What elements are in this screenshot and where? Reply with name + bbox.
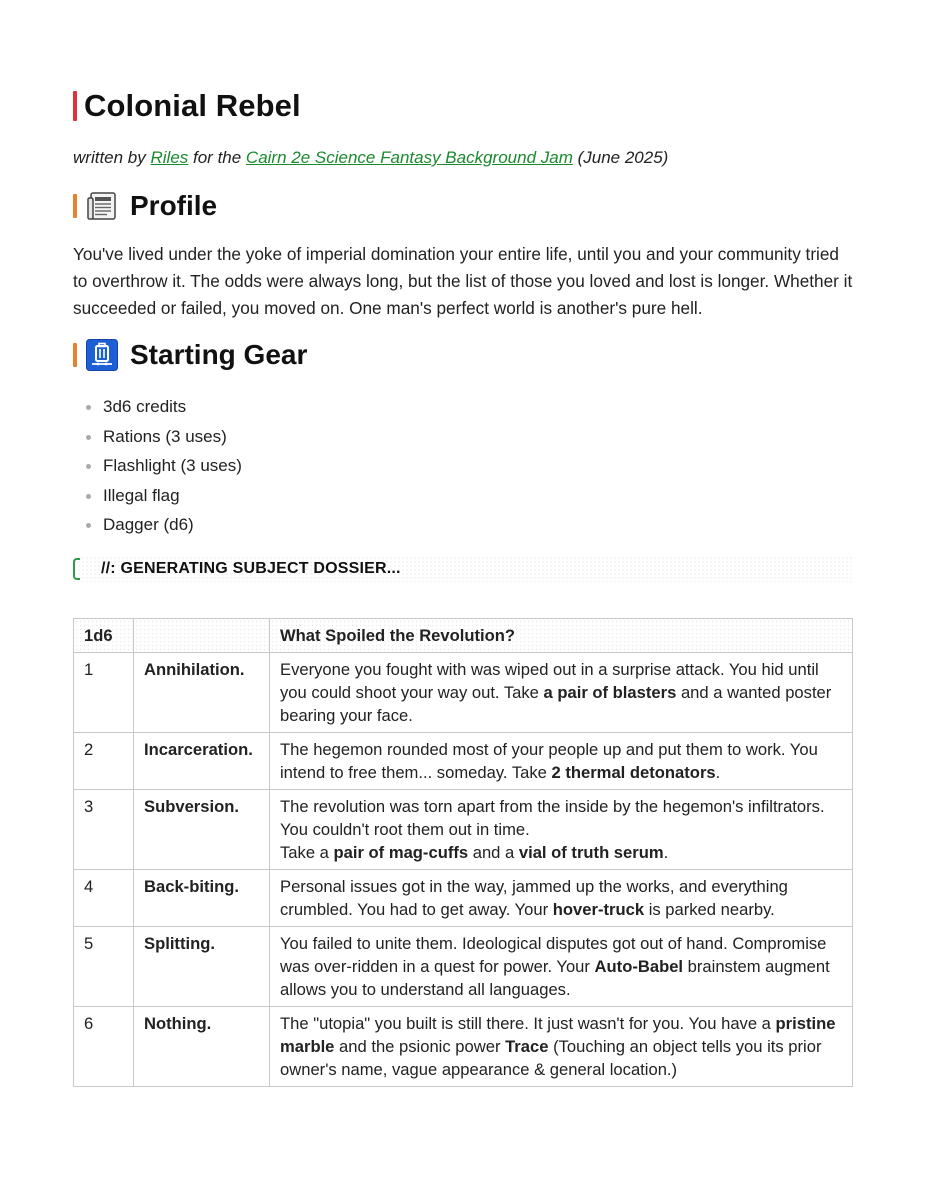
description-text: . (715, 763, 721, 782)
table-row (74, 790, 853, 870)
outcome-description (270, 927, 853, 1007)
table-header-name (134, 619, 270, 653)
description-text: Take a (280, 843, 334, 862)
description-text: The "utopia" you built is still there. It just wasn't for you. You have a (280, 1014, 776, 1033)
roll-number: 5 (74, 927, 134, 1007)
page-title: Colonial Rebel (84, 88, 301, 123)
gear-list (73, 392, 242, 540)
profile-heading: Profile (130, 190, 218, 221)
outcome-name: Nothing. (134, 1007, 270, 1087)
profile-accent-bar (73, 194, 77, 218)
byline-suffix: (June 2025) (572, 148, 669, 167)
item-highlight: 2 thermal detonators (551, 763, 716, 782)
outcome-name: Subversion. (134, 790, 270, 870)
table-row (74, 733, 853, 790)
author-link[interactable]: Riles (150, 148, 189, 167)
table-row (74, 653, 853, 733)
luggage-icon (86, 339, 118, 371)
dossier-text: //: GENERATING SUBJECT DOSSIER... (101, 560, 401, 577)
table-header-row (74, 619, 853, 653)
description-text: You failed to unite them. Ideological disputes got out of hand. Compromise was over-ridden in a quest for power. Your (280, 934, 827, 976)
roll-number: 3 (74, 790, 134, 870)
description-text: Everyone you fought with was wiped out in a surprise attack. You hid until you could shoot your way out. Take (280, 660, 819, 702)
description-text: . (663, 843, 669, 862)
description-text: The revolution was torn apart from the inside by the hegemon's infiltrators. You couldn't root them out in time. (280, 797, 825, 839)
newspaper-icon (86, 190, 118, 222)
description-text: The hegemon rounded most of your people up and put them to work. You intend to free them... someday. Take (280, 740, 818, 782)
item-highlight: vial of truth serum (518, 843, 664, 862)
byline-middle: for the (188, 148, 246, 167)
outcome-description (270, 1007, 853, 1087)
table-row (74, 870, 853, 927)
description-text: is parked nearby. (644, 900, 775, 919)
outcome-name: Back-biting. (134, 870, 270, 927)
byline-prefix: written by (73, 148, 151, 167)
outcome-description (270, 733, 853, 790)
title-accent-bar (73, 91, 77, 121)
dossier-bracket (73, 558, 80, 580)
gear-accent-bar (73, 343, 77, 367)
jam-link[interactable]: Cairn 2e Science Fantasy Background Jam (245, 148, 573, 167)
gear-heading-row (73, 339, 307, 371)
outcome-description (270, 653, 853, 733)
table-row (74, 1007, 853, 1087)
profile-text: You've lived under the yoke of imperial domination your entire life, until you and your community tried to overthrow it. The odds were always long, but the list of those you loved and lost is longer. Whether it succeeded or failed, you moved on. One man's perfect world is another's pure hell. (73, 244, 853, 318)
list-item: 3d6 credits (73, 392, 242, 422)
description-text: brainstem augment allows you to understand all languages. (280, 957, 830, 999)
roll-number: 1 (74, 653, 134, 733)
table-header-description: What Spoiled the Revolution? (270, 619, 853, 653)
outcome-name: Splitting. (134, 927, 270, 1007)
table-header-die: 1d6 (74, 619, 134, 653)
table-row (74, 927, 853, 1007)
gear-heading: Starting Gear (130, 339, 308, 370)
profile-heading-row (73, 190, 217, 222)
outcome-name: Annihilation. (134, 653, 270, 733)
roll-number: 6 (74, 1007, 134, 1087)
byline (73, 148, 668, 168)
outcome-description (270, 790, 853, 870)
roll-table (73, 618, 853, 1087)
title-row (73, 88, 301, 124)
outcome-description (270, 870, 853, 927)
roll-number: 4 (74, 870, 134, 927)
description-text: and the psionic power (334, 1037, 506, 1056)
item-highlight: pristine marble (280, 1014, 836, 1056)
item-highlight: a pair of blasters (543, 683, 677, 702)
item-highlight: hover-truck (552, 900, 645, 919)
roll-number: 2 (74, 733, 134, 790)
item-highlight: pair of mag-cuffs (333, 843, 469, 862)
dossier-banner (73, 556, 853, 582)
item-highlight: Auto-Babel (594, 957, 684, 976)
item-highlight: Trace (505, 1037, 549, 1056)
table-body (74, 653, 853, 1087)
description-text: (Touching an object tells you its prior owner's name, vague appearance & general location.) (280, 1037, 822, 1079)
list-item: Rations (3 uses) (73, 422, 242, 452)
list-item: Flashlight (3 uses) (73, 451, 242, 481)
description-text: and a wanted poster bearing your face. (280, 683, 832, 725)
description-text: and a (468, 843, 519, 862)
outcome-name: Incarceration. (134, 733, 270, 790)
list-item: Dagger (d6) (73, 510, 242, 540)
list-item: Illegal flag (73, 481, 242, 511)
description-text: Personal issues got in the way, jammed up the works, and everything crumbled. You had to get away. Your (280, 877, 788, 919)
